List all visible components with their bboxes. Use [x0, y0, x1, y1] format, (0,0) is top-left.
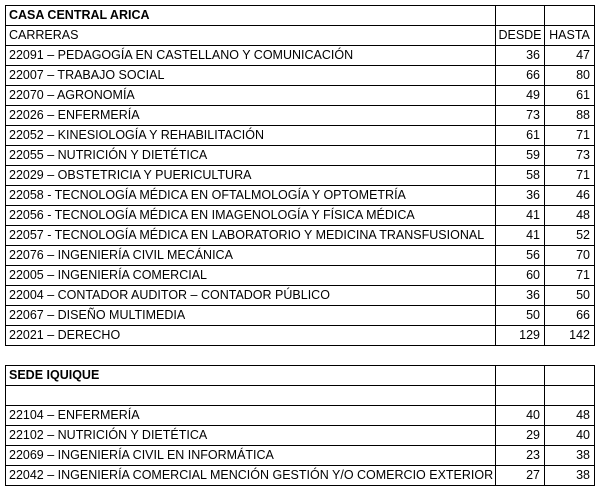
- career-name: 22042 – INGENIERÍA COMERCIAL MENCIÓN GESTIÓN Y/O COMERCIO EXTERIOR: [6, 466, 496, 486]
- desde-column-header: DESDE: [496, 26, 545, 46]
- table-row: [6, 126, 595, 146]
- desde-value: 41: [496, 206, 545, 226]
- desde-value: 36: [496, 186, 545, 206]
- hasta-value: 73: [545, 146, 595, 166]
- hasta-value: 61: [545, 86, 595, 106]
- arica-title-row: [6, 6, 595, 26]
- table-row: [6, 246, 595, 266]
- hasta-value: 71: [545, 166, 595, 186]
- table-row: [6, 146, 595, 166]
- career-name: 22070 – AGRONOMÍA: [6, 86, 496, 106]
- career-name: 22021 – DERECHO: [6, 326, 496, 346]
- arica-title-empty-hasta: [545, 6, 595, 26]
- iquique-title-empty-hasta: [545, 366, 595, 386]
- desde-value: 129: [496, 326, 545, 346]
- iquique-title-row: [6, 366, 595, 386]
- table-row: [6, 186, 595, 206]
- table-row: [6, 426, 595, 446]
- table-row: [6, 446, 595, 466]
- iquique-blank-cell-hasta: [545, 386, 595, 406]
- desde-value: 29: [496, 426, 545, 446]
- hasta-value: 70: [545, 246, 595, 266]
- career-name: 22055 – NUTRICIÓN Y DIETÉTICA: [6, 146, 496, 166]
- hasta-column-header: HASTA: [545, 26, 595, 46]
- career-name: 22029 – OBSTETRICIA Y PUERICULTURA: [6, 166, 496, 186]
- career-name: 22102 – NUTRICIÓN Y DIETÉTICA: [6, 426, 496, 446]
- career-name: 22052 – KINESIOLOGÍA Y REHABILITACIÓN: [6, 126, 496, 146]
- table-row: [6, 406, 595, 426]
- table-row: [6, 106, 595, 126]
- career-name: 22069 – INGENIERÍA CIVIL EN INFORMÁTICA: [6, 446, 496, 466]
- desde-value: 60: [496, 266, 545, 286]
- arica-header-row: [6, 26, 595, 46]
- desde-value: 36: [496, 46, 545, 66]
- table-row: [6, 206, 595, 226]
- desde-value: 41: [496, 226, 545, 246]
- iquique-blank-row: [6, 386, 595, 406]
- hasta-value: 46: [545, 186, 595, 206]
- arica-title: CASA CENTRAL ARICA: [6, 6, 496, 26]
- hasta-value: 88: [545, 106, 595, 126]
- desde-value: 50: [496, 306, 545, 326]
- hasta-value: 142: [545, 326, 595, 346]
- desde-value: 56: [496, 246, 545, 266]
- desde-value: 49: [496, 86, 545, 106]
- table-row: [6, 66, 595, 86]
- hasta-value: 71: [545, 266, 595, 286]
- career-name: 22076 – INGENIERÍA CIVIL MECÁNICA: [6, 246, 496, 266]
- desde-value: 73: [496, 106, 545, 126]
- table-row: [6, 466, 595, 486]
- arica-title-empty-desde: [496, 6, 545, 26]
- desde-value: 58: [496, 166, 545, 186]
- table-row: [6, 86, 595, 106]
- table-row: [6, 166, 595, 186]
- iquique-title: SEDE IQUIQUE: [6, 366, 496, 386]
- careers-column-header: CARRERAS: [6, 26, 496, 46]
- career-name: 22005 – INGENIERÍA COMERCIAL: [6, 266, 496, 286]
- iquique-blank-cell-name: [6, 386, 496, 406]
- hasta-value: 50: [545, 286, 595, 306]
- table-row: [6, 306, 595, 326]
- hasta-value: 52: [545, 226, 595, 246]
- table-row: [6, 226, 595, 246]
- hasta-value: 71: [545, 126, 595, 146]
- desde-value: 61: [496, 126, 545, 146]
- career-name: 22058 - TECNOLOGÍA MÉDICA EN OFTALMOLOGÍA Y OPTOMETRÍA: [6, 186, 496, 206]
- hasta-value: 38: [545, 466, 595, 486]
- hasta-value: 48: [545, 206, 595, 226]
- hasta-value: 47: [545, 46, 595, 66]
- hasta-value: 38: [545, 446, 595, 466]
- table-row: [6, 46, 595, 66]
- hasta-value: 40: [545, 426, 595, 446]
- hasta-value: 48: [545, 406, 595, 426]
- desde-value: 40: [496, 406, 545, 426]
- iquique-careers-table: [5, 365, 595, 486]
- desde-value: 27: [496, 466, 545, 486]
- hasta-value: 80: [545, 66, 595, 86]
- table-row: [6, 286, 595, 306]
- iquique-title-empty-desde: [496, 366, 545, 386]
- hasta-value: 66: [545, 306, 595, 326]
- arica-careers-table: [5, 5, 595, 346]
- career-name: 22007 – TRABAJO SOCIAL: [6, 66, 496, 86]
- career-name: 22104 – ENFERMERÍA: [6, 406, 496, 426]
- desde-value: 23: [496, 446, 545, 466]
- career-name: 22056 - TECNOLOGÍA MÉDICA EN IMAGENOLOGÍA Y FÍSICA MÉDICA: [6, 206, 496, 226]
- iquique-table-body: [6, 366, 595, 486]
- table-row: [6, 326, 595, 346]
- career-name: 22004 – CONTADOR AUDITOR – CONTADOR PÚBLICO: [6, 286, 496, 306]
- career-name: 22057 - TECNOLOGÍA MÉDICA EN LABORATORIO Y MEDICINA TRANSFUSIONAL: [6, 226, 496, 246]
- desde-value: 36: [496, 286, 545, 306]
- career-name: 22091 – PEDAGOGÍA EN CASTELLANO Y COMUNICACIÓN: [6, 46, 496, 66]
- iquique-blank-cell-desde: [496, 386, 545, 406]
- table-row: [6, 266, 595, 286]
- desde-value: 66: [496, 66, 545, 86]
- arica-table-body: [6, 6, 595, 346]
- career-name: 22026 – ENFERMERÍA: [6, 106, 496, 126]
- career-name: 22067 – DISEÑO MULTIMEDIA: [6, 306, 496, 326]
- desde-value: 59: [496, 146, 545, 166]
